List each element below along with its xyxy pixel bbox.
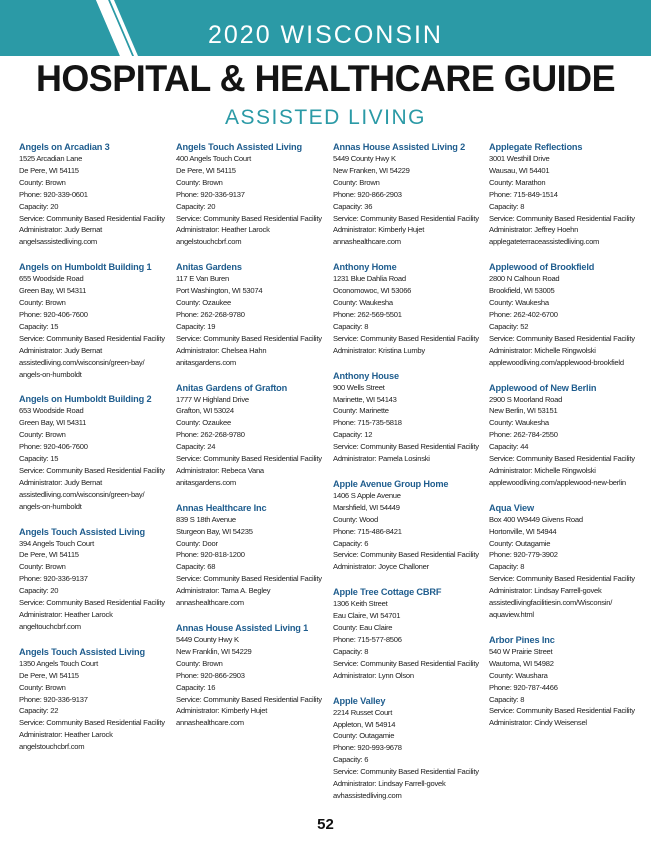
- facility-detail-line: Phone: 262-268-9780: [176, 309, 245, 319]
- facility-detail-line: Capacity: 8: [333, 321, 369, 331]
- facility-detail-line: 394 Angels Touch Court: [19, 538, 94, 548]
- facility-detail-line: Service: Community Based Residential Facility: [489, 454, 635, 464]
- facility-entry: [176, 502, 326, 609]
- facility-detail-line: Administrator: Lindsay Farrell-govek: [489, 586, 602, 596]
- facility-detail-line: New Franken, WI 54229: [333, 165, 410, 175]
- facility-detail-line: Service: Community Based Residential Facility: [19, 718, 165, 728]
- facility-detail-line: Phone: 920-336-9137: [19, 694, 88, 704]
- facility-name: Angels Touch Assisted Living: [19, 646, 145, 657]
- facility-detail-line: Service: Community Based Residential Facility: [176, 213, 322, 223]
- facility-detail-line: Capacity: 12: [333, 430, 373, 440]
- facility-detail-line: County: Waushara: [489, 670, 548, 680]
- facility-detail-line: Phone: 920-406-7600: [19, 442, 88, 452]
- facility-detail-line: County: Waukesha: [333, 298, 393, 308]
- facility-detail-line: Phone: 262-402-6700: [489, 309, 558, 319]
- facility-detail-line: New Berlin, WI 53151: [489, 406, 558, 416]
- facility-name: Applewood of New Berlin: [489, 382, 597, 393]
- facility-detail-line: Capacity: 52: [489, 321, 529, 331]
- facility-detail-line: Phone: 262-784-2550: [489, 430, 558, 440]
- facility-detail-line: Administrator: Judy Bernat: [19, 225, 102, 235]
- facility-detail-line: Phone: 920-336-9137: [176, 189, 245, 199]
- facility-detail-line: Administrator: Joyce Challoner: [333, 562, 429, 572]
- facility-detail-line: angels-on-humboldt: [19, 369, 82, 379]
- facility-detail-line: Wausau, WI 54401: [489, 165, 550, 175]
- facility-entry: [176, 622, 326, 729]
- facility-detail-line: Capacity: 20: [19, 201, 59, 211]
- facility-detail-line: Appleton, WI 54914: [333, 719, 396, 729]
- facility-detail-line: 653 Woodside Road: [19, 406, 84, 416]
- facility-detail-line: Capacity: 8: [489, 694, 525, 704]
- facility-detail-line: Capacity: 19: [176, 321, 216, 331]
- facility-detail-line: 5449 County Hwy K: [176, 635, 239, 644]
- facility-detail-line: assistedlivingfacilitiesin.com/Wisconsin/: [489, 598, 613, 608]
- facility-detail-line: Service: Community Based Residential Facility: [333, 213, 479, 223]
- facility-detail-line: County: Marathon: [489, 177, 546, 187]
- facility-detail-line: Administrator: Judy Bernat: [19, 477, 102, 487]
- facility-detail-line: Administrator: Kimberly Hujet: [333, 225, 425, 235]
- facility-detail-line: Phone: 715-577-8506: [333, 635, 402, 644]
- facility-detail-line: Administrator: Tama A. Begley: [176, 586, 271, 596]
- facility-detail-line: Service: Community Based Residential Facility: [176, 333, 322, 343]
- listing-column: [176, 141, 326, 742]
- facility-name: Applegate Reflections: [489, 142, 583, 152]
- facility-detail-line: County: Door: [176, 538, 218, 548]
- facility-detail-line: angels-on-humboldt: [19, 501, 82, 511]
- facility-entry: [19, 526, 169, 633]
- facility-detail-line: County: Brown: [19, 562, 66, 572]
- facility-name: Angels Touch Assisted Living: [19, 526, 145, 537]
- facility-detail-line: aquaview.html: [489, 610, 534, 619]
- facility-detail-line: angelstouchcbrf.com: [176, 237, 242, 247]
- facility-detail-line: Capacity: 16: [176, 682, 216, 692]
- facility-detail-line: anitasgardens.com: [176, 477, 236, 487]
- facility-detail-line: assistedliving.com/wisconsin/green-bay/: [19, 489, 145, 499]
- facility-entry: [19, 393, 169, 512]
- facility-detail-line: Administrator: Heather Larock: [176, 225, 270, 235]
- facility-entry: [333, 261, 483, 356]
- facility-detail-line: Administrator: Lynn Olson: [333, 670, 414, 680]
- facility-detail-line: Capacity: 20: [19, 586, 59, 596]
- facility-detail-line: County: Brown: [19, 177, 66, 187]
- facility-detail-line: 2900 S Moorland Road: [489, 394, 563, 404]
- facility-detail-line: Administrator: Michelle Ringwolski: [489, 345, 596, 355]
- facility-detail-line: Capacity: 44: [489, 442, 529, 452]
- facility-detail-line: Administrator: Cindy Weisensel: [489, 718, 587, 728]
- facility-name: Applewood of Brookfield: [489, 262, 595, 273]
- listing-column: [333, 141, 483, 815]
- facility-detail-line: County: Wood: [333, 514, 378, 524]
- facility-detail-line: 900 Wells Street: [333, 382, 385, 392]
- facility-detail-line: 1306 Keith Street: [333, 599, 388, 609]
- section-subtitle: ASSISTED LIVING: [224, 106, 427, 129]
- facility-detail-line: Capacity: 68: [176, 562, 216, 572]
- facility-detail-line: Service: Community Based Residential Facility: [176, 574, 322, 584]
- facility-detail-line: applewoodliving.com/applewood-brookfield: [489, 357, 624, 367]
- facility-detail-line: County: Brown: [176, 177, 223, 187]
- facility-detail-line: Administrator: Chelsea Hahn: [176, 345, 267, 355]
- facility-detail-line: Service: Community Based Residential Facility: [333, 550, 479, 560]
- facility-detail-line: County: Marinette: [333, 406, 389, 416]
- facility-detail-line: Administrator: Heather Larock: [19, 610, 113, 619]
- facility-entry: [333, 586, 483, 681]
- facility-name: Annas House Assisted Living 1: [176, 623, 309, 633]
- facility-detail-line: County: Brown: [333, 177, 380, 187]
- facility-detail-line: Administrator: Michelle Ringwolski: [489, 465, 596, 475]
- facility-detail-line: Service: Community Based Residential Facility: [333, 333, 479, 343]
- facility-detail-line: assistedliving.com/wisconsin/green-bay/: [19, 357, 145, 367]
- facility-detail-line: De Pere, WI 54115: [19, 550, 79, 560]
- facility-detail-line: Service: Community Based Residential Facility: [489, 706, 635, 716]
- facility-name: Apple Tree Cottage CBRF: [333, 587, 442, 598]
- facility-detail-line: 3001 Westhill Drive: [489, 154, 550, 163]
- facility-detail-line: County: Brown: [19, 298, 66, 308]
- facility-detail-line: Phone: 715-486-8421: [333, 526, 402, 536]
- facility-detail-line: Capacity: 6: [333, 538, 369, 548]
- facility-entry: [176, 261, 326, 368]
- facility-detail-line: 1406 S Apple Avenue: [333, 490, 401, 500]
- facility-detail-line: 655 Woodside Road: [19, 274, 84, 284]
- facility-name: Anthony Home: [333, 262, 397, 273]
- facility-detail-line: County: Outagamie: [489, 538, 551, 548]
- banner-title: 2020 WISCONSIN: [207, 21, 443, 49]
- facility-name: Angels on Humboldt Building 1: [19, 262, 152, 273]
- facility-detail-line: annashealthcare.com: [333, 237, 401, 247]
- page-title: HOSPITAL & HEALTHCARE GUIDE: [35, 58, 616, 99]
- facility-detail-line: 400 Angels Touch Court: [176, 154, 251, 163]
- facility-detail-line: angelstouchcbrf.com: [19, 742, 85, 752]
- facility-detail-line: Administrator: Judy Bernat: [19, 345, 102, 355]
- facility-detail-line: Service: Community Based Residential Facility: [489, 574, 635, 584]
- facility-detail-line: 117 E Van Buren: [176, 274, 229, 284]
- facility-detail-line: Capacity: 36: [333, 201, 373, 211]
- facility-entry: [489, 502, 639, 621]
- listing-column: [19, 141, 169, 766]
- facility-name: Apple Avenue Group Home: [333, 478, 449, 489]
- header-banner: [0, 0, 651, 56]
- facility-detail-line: County: Eau Claire: [333, 623, 393, 633]
- facility-detail-line: De Pere, WI 54115: [176, 165, 236, 175]
- facility-entry: [333, 478, 483, 573]
- facility-detail-line: annashealthcare.com: [176, 718, 244, 728]
- facility-detail-line: Service: Community Based Residential Facility: [333, 658, 479, 668]
- facility-name: Arbor Pines Inc: [489, 634, 555, 645]
- facility-detail-line: Capacity: 24: [176, 442, 216, 452]
- facility-detail-line: De Pere, WI 54115: [19, 165, 79, 175]
- facility-name: Anthony House: [333, 370, 399, 381]
- facility-detail-line: applegateterraceassistedliving.com: [489, 237, 600, 247]
- facility-entry: [489, 261, 639, 368]
- facility-detail-line: Service: Community Based Residential Facility: [19, 465, 165, 475]
- facility-entry: [19, 646, 169, 753]
- facility-detail-line: Hortonville, WI 54944: [489, 526, 557, 536]
- facility-name: Angels on Humboldt Building 2: [19, 394, 152, 405]
- facility-detail-line: Administrator: Kimberly Hujet: [176, 706, 268, 716]
- facility-detail-line: Oconomowoc, WI 53066: [333, 286, 412, 296]
- facility-detail-line: Phone: 715-849-1514: [489, 189, 558, 199]
- facility-detail-line: Phone: 262-569-5501: [333, 309, 402, 319]
- facility-detail-line: Grafton, WI 53024: [176, 406, 234, 416]
- facility-entry: [176, 382, 326, 489]
- listing-columns: [19, 141, 639, 811]
- facility-detail-line: 2214 Russet Court: [333, 707, 393, 717]
- facility-entry: [489, 382, 639, 489]
- facility-detail-line: County: Ozaukee: [176, 418, 231, 428]
- listing-column: [489, 141, 639, 742]
- facility-entry: [19, 261, 169, 380]
- facility-name: Angels on Arcadian 3: [19, 142, 110, 152]
- facility-detail-line: Service: Community Based Residential Facility: [489, 213, 635, 223]
- facility-detail-line: De Pere, WI 54115: [19, 670, 79, 680]
- facility-detail-line: County: Brown: [19, 682, 66, 692]
- facility-name: Aqua View: [489, 502, 534, 513]
- facility-detail-line: Service: Community Based Residential Facility: [19, 213, 165, 223]
- facility-detail-line: Phone: 920-406-7600: [19, 309, 88, 319]
- facility-entry: [19, 141, 169, 248]
- facility-detail-line: Capacity: 22: [19, 706, 59, 716]
- facility-detail-line: Sturgeon Bay, WI 54235: [176, 526, 253, 536]
- facility-detail-line: applewoodliving.com/applewood-new-berlin: [489, 477, 626, 487]
- page-number: 52: [317, 816, 334, 833]
- facility-detail-line: County: Brown: [19, 430, 66, 440]
- facility-detail-line: 839 S 18th Avenue: [176, 514, 236, 524]
- facility-detail-line: County: Waukesha: [489, 418, 549, 428]
- facility-detail-line: County: Outagamie: [333, 731, 395, 741]
- facility-detail-line: Phone: 920-779-3902: [489, 550, 558, 560]
- facility-name: Annas Healthcare Inc: [176, 502, 267, 513]
- facility-detail-line: County: Ozaukee: [176, 298, 231, 308]
- facility-detail-line: New Franklin, WI 54229: [176, 646, 252, 656]
- facility-detail-line: angeltouchcbrf.com: [19, 621, 81, 631]
- facility-detail-line: 2800 N Calhoun Road: [489, 274, 560, 284]
- facility-detail-line: Marshfield, WI 54449: [333, 502, 400, 512]
- facility-detail-line: Phone: 920-336-9137: [19, 574, 88, 584]
- facility-detail-line: Phone: 920-339-0601: [19, 189, 88, 199]
- facility-detail-line: Green Bay, WI 54311: [19, 418, 87, 428]
- facility-detail-line: Phone: 920-866-2903: [176, 670, 245, 680]
- facility-detail-line: Phone: 920-818-1200: [176, 550, 245, 560]
- facility-detail-line: Marinette, WI 54143: [333, 394, 397, 404]
- facility-detail-line: Capacity: 15: [19, 454, 59, 464]
- facility-detail-line: Capacity: 20: [176, 201, 216, 211]
- facility-entry: [333, 141, 483, 248]
- facility-name: Anitas Gardens: [176, 262, 242, 273]
- facility-detail-line: Service: Community Based Residential Facility: [176, 454, 322, 464]
- facility-name: Annas House Assisted Living 2: [333, 142, 466, 152]
- facility-detail-line: Brookfield, WI 53005: [489, 286, 555, 296]
- facility-detail-line: Capacity: 8: [489, 201, 525, 211]
- facility-entry: [176, 141, 326, 248]
- facility-detail-line: 1350 Angels Touch Court: [19, 658, 98, 668]
- facility-detail-line: Green Bay, WI 54311: [19, 286, 87, 296]
- facility-detail-line: 1777 W Highland Drive: [176, 394, 249, 404]
- facility-detail-line: Administrator: Pamela Losinski: [333, 454, 430, 464]
- facility-detail-line: Service: Community Based Residential Facility: [489, 333, 635, 343]
- facility-detail-line: Phone: 920-866-2903: [333, 189, 402, 199]
- facility-detail-line: Capacity: 8: [489, 562, 525, 572]
- facility-detail-line: Phone: 262-268-9780: [176, 430, 245, 440]
- facility-detail-line: Phone: 920-787-4466: [489, 682, 558, 692]
- facility-detail-line: Service: Community Based Residential Facility: [333, 767, 479, 777]
- facility-detail-line: avhassistedliving.com: [333, 790, 402, 800]
- facility-detail-line: Wautoma, WI 54982: [489, 658, 554, 668]
- facility-detail-line: Box 400 W9449 Givens Road: [489, 514, 583, 524]
- facility-name: Apple Valley: [333, 695, 386, 706]
- facility-detail-line: Service: Community Based Residential Facility: [333, 442, 479, 452]
- facility-detail-line: Administrator: Heather Larock: [19, 730, 113, 740]
- facility-detail-line: Port Washington, WI 53074: [176, 286, 263, 296]
- facility-detail-line: angelsassistedliving.com: [19, 237, 97, 247]
- facility-detail-line: 540 W Prairie Street: [489, 646, 553, 656]
- facility-detail-line: anitasgardens.com: [176, 357, 236, 367]
- facility-detail-line: 1231 Blue Dahlia Road: [333, 274, 406, 284]
- facility-detail-line: 1525 Arcadian Lane: [19, 154, 83, 163]
- facility-detail-line: Administrator: Rebeca Vana: [176, 465, 264, 475]
- facility-detail-line: Service: Community Based Residential Facility: [19, 598, 165, 608]
- facility-detail-line: Capacity: 8: [333, 646, 369, 656]
- facility-detail-line: Administrator: Jeffrey Hoehn: [489, 225, 579, 235]
- facility-detail-line: Capacity: 6: [333, 755, 369, 765]
- facility-detail-line: Phone: 920-993-9678: [333, 743, 402, 753]
- facility-detail-line: Administrator: Kristina Lumby: [333, 345, 425, 355]
- facility-entry: [333, 695, 483, 802]
- facility-entry: [489, 141, 639, 248]
- facility-detail-line: County: Brown: [176, 658, 223, 668]
- facility-detail-line: Phone: 715-735-5818: [333, 418, 402, 428]
- facility-detail-line: Eau Claire, WI 54701: [333, 611, 401, 621]
- facility-entry: [489, 634, 639, 729]
- facility-detail-line: Service: Community Based Residential Facility: [176, 694, 322, 704]
- facility-detail-line: 5449 County Hwy K: [333, 154, 396, 163]
- facility-name: Angels Touch Assisted Living: [176, 142, 302, 152]
- facility-name: Anitas Gardens of Grafton: [176, 382, 288, 393]
- facility-detail-line: annashealthcare.com: [176, 598, 244, 608]
- facility-entry: [333, 370, 483, 465]
- facility-detail-line: Capacity: 15: [19, 321, 59, 331]
- facility-detail-line: Service: Community Based Residential Facility: [19, 333, 165, 343]
- facility-detail-line: Administrator: Lindsay Farrell-govek: [333, 779, 446, 789]
- facility-detail-line: County: Waukesha: [489, 298, 549, 308]
